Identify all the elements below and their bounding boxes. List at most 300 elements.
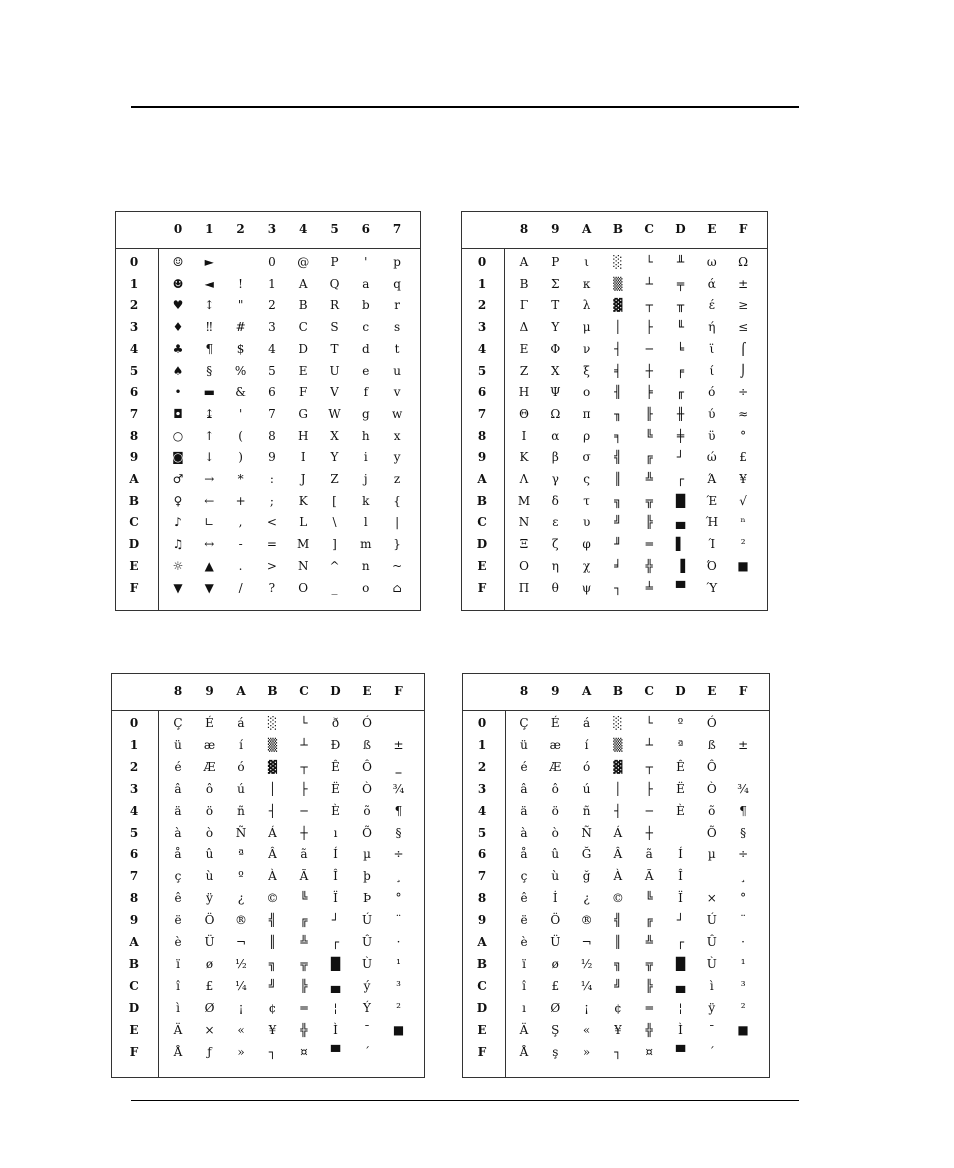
char-cell: ş (552, 1044, 559, 1059)
column-header: 1 (205, 222, 214, 236)
char-cell: └ (645, 716, 653, 730)
char-cell: ¾ (392, 781, 405, 796)
char-cell: È (676, 803, 685, 818)
char-cell: υ (582, 515, 591, 530)
column-header: A (581, 684, 592, 698)
char-cell: ╬ (645, 558, 653, 573)
char-cell: § (395, 825, 402, 840)
char-cell: ê (520, 891, 528, 906)
char-cell: Ω (550, 406, 561, 421)
char-cell: µ (363, 847, 371, 862)
char-cell: ─ (645, 341, 653, 356)
char-cell: Ω (738, 255, 749, 269)
char-cell: ♀ (173, 493, 183, 508)
column-header: 9 (205, 684, 214, 698)
column-header: 9 (551, 684, 560, 698)
char-cell: ♂ (172, 472, 184, 486)
char-cell: ¶ (394, 803, 403, 818)
char-cell: k (362, 493, 370, 508)
char-cell: § (740, 825, 747, 840)
char-cell: ê (174, 891, 182, 906)
char-cell: ì (709, 978, 714, 993)
bottom-rule (131, 1100, 799, 1101)
char-cell: W (328, 406, 341, 421)
row-label: 6 (477, 385, 487, 400)
char-cell: Õ (362, 825, 372, 840)
char-cell: l (363, 515, 368, 530)
char-cell: × (706, 891, 717, 906)
char-cell: λ (582, 298, 591, 313)
column-header: B (267, 684, 278, 698)
row-label: 0 (477, 716, 487, 730)
char-cell: u (393, 363, 401, 378)
row-label: E (129, 1022, 139, 1037)
char-cell: ─ (300, 803, 308, 818)
row-label: 0 (477, 255, 487, 269)
char-cell: ¤ (645, 1044, 653, 1059)
char-cell: ó (237, 759, 245, 774)
char-cell: ≈ (738, 406, 749, 421)
char-cell: ζ (552, 537, 559, 552)
char-cell: έ (708, 298, 715, 313)
char-cell: ϋ (708, 428, 716, 443)
char-cell: ß (362, 737, 371, 752)
column-header: D (675, 684, 686, 698)
char-cell: ▄ (675, 515, 686, 530)
row-label: 5 (477, 363, 487, 378)
char-cell: º (677, 716, 684, 730)
char-cell: ï (522, 956, 526, 971)
char-cell: ; (269, 493, 274, 508)
char-cell: η (551, 558, 559, 573)
char-cell: Δ (519, 320, 529, 335)
char-cell: « (582, 1022, 591, 1037)
char-cell: å (174, 847, 182, 862)
column-header: F (738, 684, 748, 698)
char-cell: è (174, 935, 182, 949)
char-cell: ╜ (614, 537, 622, 552)
char-cell: ▼ (173, 580, 183, 595)
char-cell: í (239, 737, 243, 752)
char-cell: V (330, 385, 339, 400)
char-cell: } (393, 537, 401, 552)
char-cell: @ (297, 255, 310, 269)
char-cell: O (519, 558, 529, 573)
char-cell: ñ (582, 803, 591, 818)
char-cell: B (519, 276, 529, 291)
char-cell: ¸ (740, 869, 747, 884)
char-cell: ? (268, 580, 276, 595)
char-cell: ▄ (675, 978, 686, 993)
char-cell: ø (205, 956, 214, 971)
char-cell: ä (520, 803, 528, 818)
char-cell: Z (330, 472, 339, 486)
char-cell: À (613, 869, 623, 884)
char-cell: ╔ (645, 450, 653, 465)
char-cell: , (238, 515, 243, 530)
row-label: F (477, 580, 487, 595)
char-cell: ═ (645, 1000, 653, 1015)
char-cell: α (551, 428, 560, 443)
row-label: C (129, 978, 139, 993)
char-cell: î (176, 978, 180, 993)
char-cell: ▲ (204, 558, 214, 573)
char-cell: X (330, 428, 339, 443)
row-label: 7 (477, 869, 487, 884)
char-cell: á (237, 716, 245, 730)
char-cell: Ã (644, 869, 654, 884)
char-cell: X (551, 363, 560, 378)
char-cell: ö (551, 803, 559, 818)
char-cell: Ò (362, 781, 372, 796)
char-cell: ♠ (172, 363, 184, 378)
char-cell: ë (520, 913, 528, 928)
char-cell: ° (395, 891, 402, 906)
char-cell: ª (238, 847, 244, 862)
column-header: D (675, 222, 686, 236)
char-cell: Ö (204, 913, 215, 928)
char-cell: º (238, 869, 244, 884)
char-cell: ( (238, 428, 243, 443)
char-cell: ┴ (645, 276, 653, 291)
char-cell: # (235, 320, 246, 335)
row-label: 1 (477, 276, 487, 291)
char-cell: ó (582, 759, 591, 774)
row-label: C (477, 978, 487, 993)
row-label: 2 (129, 298, 139, 313)
row-label: 6 (129, 385, 139, 400)
row-label: 5 (129, 825, 139, 840)
char-cell: ¢ (614, 1000, 622, 1015)
char-cell: Q (329, 276, 340, 291)
row-label: F (477, 1044, 487, 1059)
char-cell: ÷ (393, 847, 404, 862)
char-cell: é (520, 759, 528, 774)
char-cell: ⁿ (740, 515, 746, 530)
char-cell: ή (708, 320, 716, 335)
char-cell: ▓ (613, 298, 623, 313)
row-label: 9 (129, 450, 139, 465)
char-cell: ╖ (614, 406, 622, 421)
char-cell: ┘ (331, 913, 340, 928)
row-label: 3 (477, 320, 487, 335)
char-cell: E (298, 363, 308, 378)
char-cell: ♪ (174, 515, 182, 530)
char-cell: ┤ (614, 803, 622, 818)
char-cell: ² (740, 1000, 746, 1015)
char-cell: O (298, 580, 309, 595)
row-label: 1 (477, 737, 487, 752)
char-cell: B (298, 298, 308, 313)
char-cell: _ (331, 580, 338, 595)
char-cell (727, 712, 759, 734)
char-cell: â (174, 781, 182, 796)
row-label: 7 (129, 869, 139, 884)
char-cell: Û (706, 935, 717, 949)
char-cell: q (393, 276, 401, 291)
char-cell: Æ (549, 759, 562, 774)
char-cell: Ì (333, 1022, 338, 1037)
char-cell: z (393, 472, 401, 486)
char-cell: ╤ (676, 276, 685, 291)
char-cell: · (396, 935, 401, 949)
char-cell: ¬ (581, 935, 592, 949)
column-header: C (644, 222, 654, 236)
char-cell: p (393, 255, 401, 269)
char-cell: ╙ (676, 320, 685, 335)
char-cell: É (550, 716, 560, 730)
char-cell: ░ (613, 716, 623, 730)
char-cell: ┌ (331, 935, 340, 949)
char-cell: ╝ (614, 978, 622, 993)
char-cell: δ (551, 493, 559, 508)
char-cell: 3 (268, 320, 276, 335)
char-cell: Ê (331, 759, 340, 774)
row-label: E (477, 558, 487, 573)
char-cell: ↓ (204, 450, 215, 465)
char-cell: õ (708, 803, 716, 818)
row-label: 2 (477, 298, 487, 313)
char-cell: ί (709, 363, 715, 378)
char-cell: ´ (708, 1044, 715, 1059)
char-cell: Ø (550, 1000, 561, 1015)
char-cell: ┘ (676, 913, 685, 928)
char-cell: ┬ (645, 759, 653, 774)
column-header: 8 (173, 684, 183, 698)
column-header: E (707, 684, 717, 698)
char-cell: Â (268, 847, 277, 862)
char-cell: ò (205, 825, 214, 840)
row-label: C (477, 515, 487, 530)
char-cell: ║ (268, 935, 277, 949)
char-cell: ¼ (235, 978, 247, 993)
char-cell: ¹ (740, 956, 746, 971)
char-cell: « (237, 1022, 245, 1037)
char-cell: ╬ (645, 1022, 653, 1037)
char-cell: θ (551, 580, 559, 595)
char-cell: ╦ (300, 956, 308, 971)
row-label: 1 (129, 276, 139, 291)
char-cell: ´ (364, 1044, 370, 1059)
char-cell: Ù (361, 956, 373, 971)
char-cell: ╢ (614, 385, 622, 400)
char-cell: Ä (519, 1022, 529, 1037)
char-cell: ≥ (738, 298, 749, 313)
char-cell: ¶ (739, 803, 747, 818)
char-cell: £ (205, 978, 214, 993)
char-cell: 7 (268, 406, 276, 421)
char-cell: ¥ (739, 472, 747, 486)
char-cell: █ (330, 956, 341, 971)
char-cell: ⌡ (739, 363, 747, 378)
char-cell: / (238, 580, 243, 595)
char-cell: ð (331, 716, 340, 730)
char-cell: . (238, 558, 243, 573)
char-cell: ╠ (300, 978, 308, 993)
char-cell: Ô (362, 759, 372, 774)
char-cell (383, 712, 415, 734)
char-cell: ² (396, 1000, 401, 1015)
char-cell: N (297, 558, 309, 573)
row-label: D (128, 1000, 140, 1015)
char-cell: Γ (519, 298, 529, 313)
char-cell: ■ (737, 1022, 749, 1037)
char-cell: ¿ (583, 891, 590, 906)
char-cell: ε (552, 515, 559, 530)
char-cell: ┌ (676, 472, 685, 486)
char-cell: ½ (235, 956, 247, 971)
char-cell: A (519, 255, 529, 269)
char-cell: ³ (740, 978, 746, 993)
char-cell: Â (613, 847, 623, 862)
column-header: D (330, 684, 341, 698)
char-cell: ░ (613, 255, 623, 269)
char-cell: ρ (583, 428, 591, 443)
row-label: 8 (477, 891, 487, 906)
char-cell: è (520, 935, 528, 949)
char-cell: Φ (550, 341, 561, 356)
char-cell: ▒ (613, 737, 623, 752)
row-label: 3 (129, 320, 139, 335)
char-cell: ■ (737, 558, 749, 573)
char-cell: ν (582, 341, 591, 356)
char-cell: c (362, 320, 370, 335)
column-header: C (299, 684, 309, 698)
char-cell: é (174, 759, 182, 774)
char-cell: │ (268, 781, 277, 796)
row-label: A (129, 472, 139, 486)
char-cell: ┼ (300, 825, 308, 840)
char-cell: ═ (645, 537, 653, 552)
char-cell: e (362, 363, 370, 378)
char-cell: ┴ (300, 737, 308, 752)
char-cell: Ή (705, 515, 719, 530)
char-cell: Ã (299, 869, 309, 884)
char-cell: t (394, 341, 400, 356)
char-cell: ╔ (645, 913, 653, 928)
row-label: B (476, 956, 488, 971)
column-header: F (394, 684, 403, 698)
char-cell: i (363, 450, 368, 465)
row-label: 4 (477, 803, 487, 818)
char-cell: Ð (330, 737, 341, 752)
row-label: 2 (477, 759, 487, 774)
char-cell: ξ (583, 363, 590, 378)
row-label: 4 (477, 341, 487, 356)
char-cell: ╬ (300, 1022, 308, 1037)
char-cell: ¦ (333, 1000, 338, 1015)
char-cell: ¤ (300, 1044, 308, 1059)
row-label: 0 (129, 255, 139, 269)
char-cell: ¡ (238, 1000, 244, 1015)
char-cell: Ψ (550, 385, 561, 400)
char-cell: ┬ (645, 298, 653, 313)
char-cell: ¨ (395, 913, 402, 928)
row-label: 4 (129, 803, 139, 818)
char-cell: ▓ (267, 759, 278, 774)
char-cell: U (329, 363, 340, 378)
char-cell: N (518, 515, 530, 530)
char-cell: Π (518, 580, 530, 595)
char-cell (225, 251, 257, 273)
char-cell: ‼ (206, 320, 213, 335)
char-cell: ∟ (204, 515, 215, 530)
char-cell: Ύ (706, 580, 718, 595)
char-cell: ╪ (676, 428, 685, 443)
char-cell: Ó (706, 716, 717, 730)
char-cell: v (393, 385, 401, 400)
char-cell: Ş (551, 1022, 560, 1037)
char-cell: ↑ (204, 428, 215, 443)
char-cell: ◄ (204, 276, 214, 291)
char-cell: ═ (300, 1000, 308, 1015)
char-cell: ╚ (645, 428, 653, 443)
char-cell: Ú (706, 913, 717, 928)
row-label: B (128, 493, 140, 508)
char-cell: ώ (706, 450, 717, 465)
char-cell: I (521, 428, 527, 443)
char-cell: ╣ (614, 450, 622, 465)
char-cell: Ğ (581, 847, 592, 862)
char-cell: ± (738, 737, 749, 752)
row-label: 5 (477, 825, 487, 840)
char-cell: " (237, 298, 244, 313)
char-cell: d (361, 341, 370, 356)
column-header: 9 (551, 222, 560, 236)
char-cell: ╠ (645, 978, 653, 993)
char-cell: R (329, 298, 340, 313)
char-cell: Ü (550, 935, 561, 949)
column-header: A (581, 222, 592, 236)
char-cell: ♦ (172, 320, 184, 335)
char-cell: Ý (363, 1000, 371, 1015)
char-cell: ◙ (172, 450, 184, 465)
char-cell: ¢ (268, 1000, 277, 1015)
char-cell: M (297, 537, 310, 552)
char-cell: ▒ (613, 276, 623, 291)
char-cell: ã (645, 847, 653, 862)
char-cell: ║ (614, 935, 622, 949)
char-cell: à (174, 825, 182, 840)
char-cell: ╗ (614, 956, 622, 971)
char-cell: ¿ (237, 891, 245, 906)
char-cell: ╡ (614, 363, 622, 378)
char-cell: ¨ (740, 913, 747, 928)
column-header: 3 (267, 222, 277, 236)
char-cell: Ë (676, 781, 685, 796)
char-cell: Á (613, 825, 623, 840)
char-cell: + (235, 493, 246, 508)
char-cell: ø (551, 956, 559, 971)
char-cell: Z (519, 363, 529, 378)
char-cell: ² (740, 537, 746, 552)
char-cell: │ (614, 781, 622, 796)
char-cell: └ (300, 716, 308, 730)
char-cell: ╧ (645, 580, 653, 595)
char-cell: § (206, 363, 213, 378)
char-cell: ┘ (676, 450, 685, 465)
char-cell: ± (393, 737, 404, 752)
char-cell: 4 (268, 341, 276, 356)
char-cell: Ñ (235, 825, 247, 840)
char-cell: ╨ (676, 255, 685, 269)
char-cell: ύ (708, 406, 716, 421)
char-cell: $ (236, 341, 245, 356)
char-cell: ] (332, 537, 337, 552)
char-cell: ▌ (675, 537, 686, 552)
char-cell: ╔ (300, 913, 308, 928)
char-cell: ╗ (614, 493, 622, 508)
